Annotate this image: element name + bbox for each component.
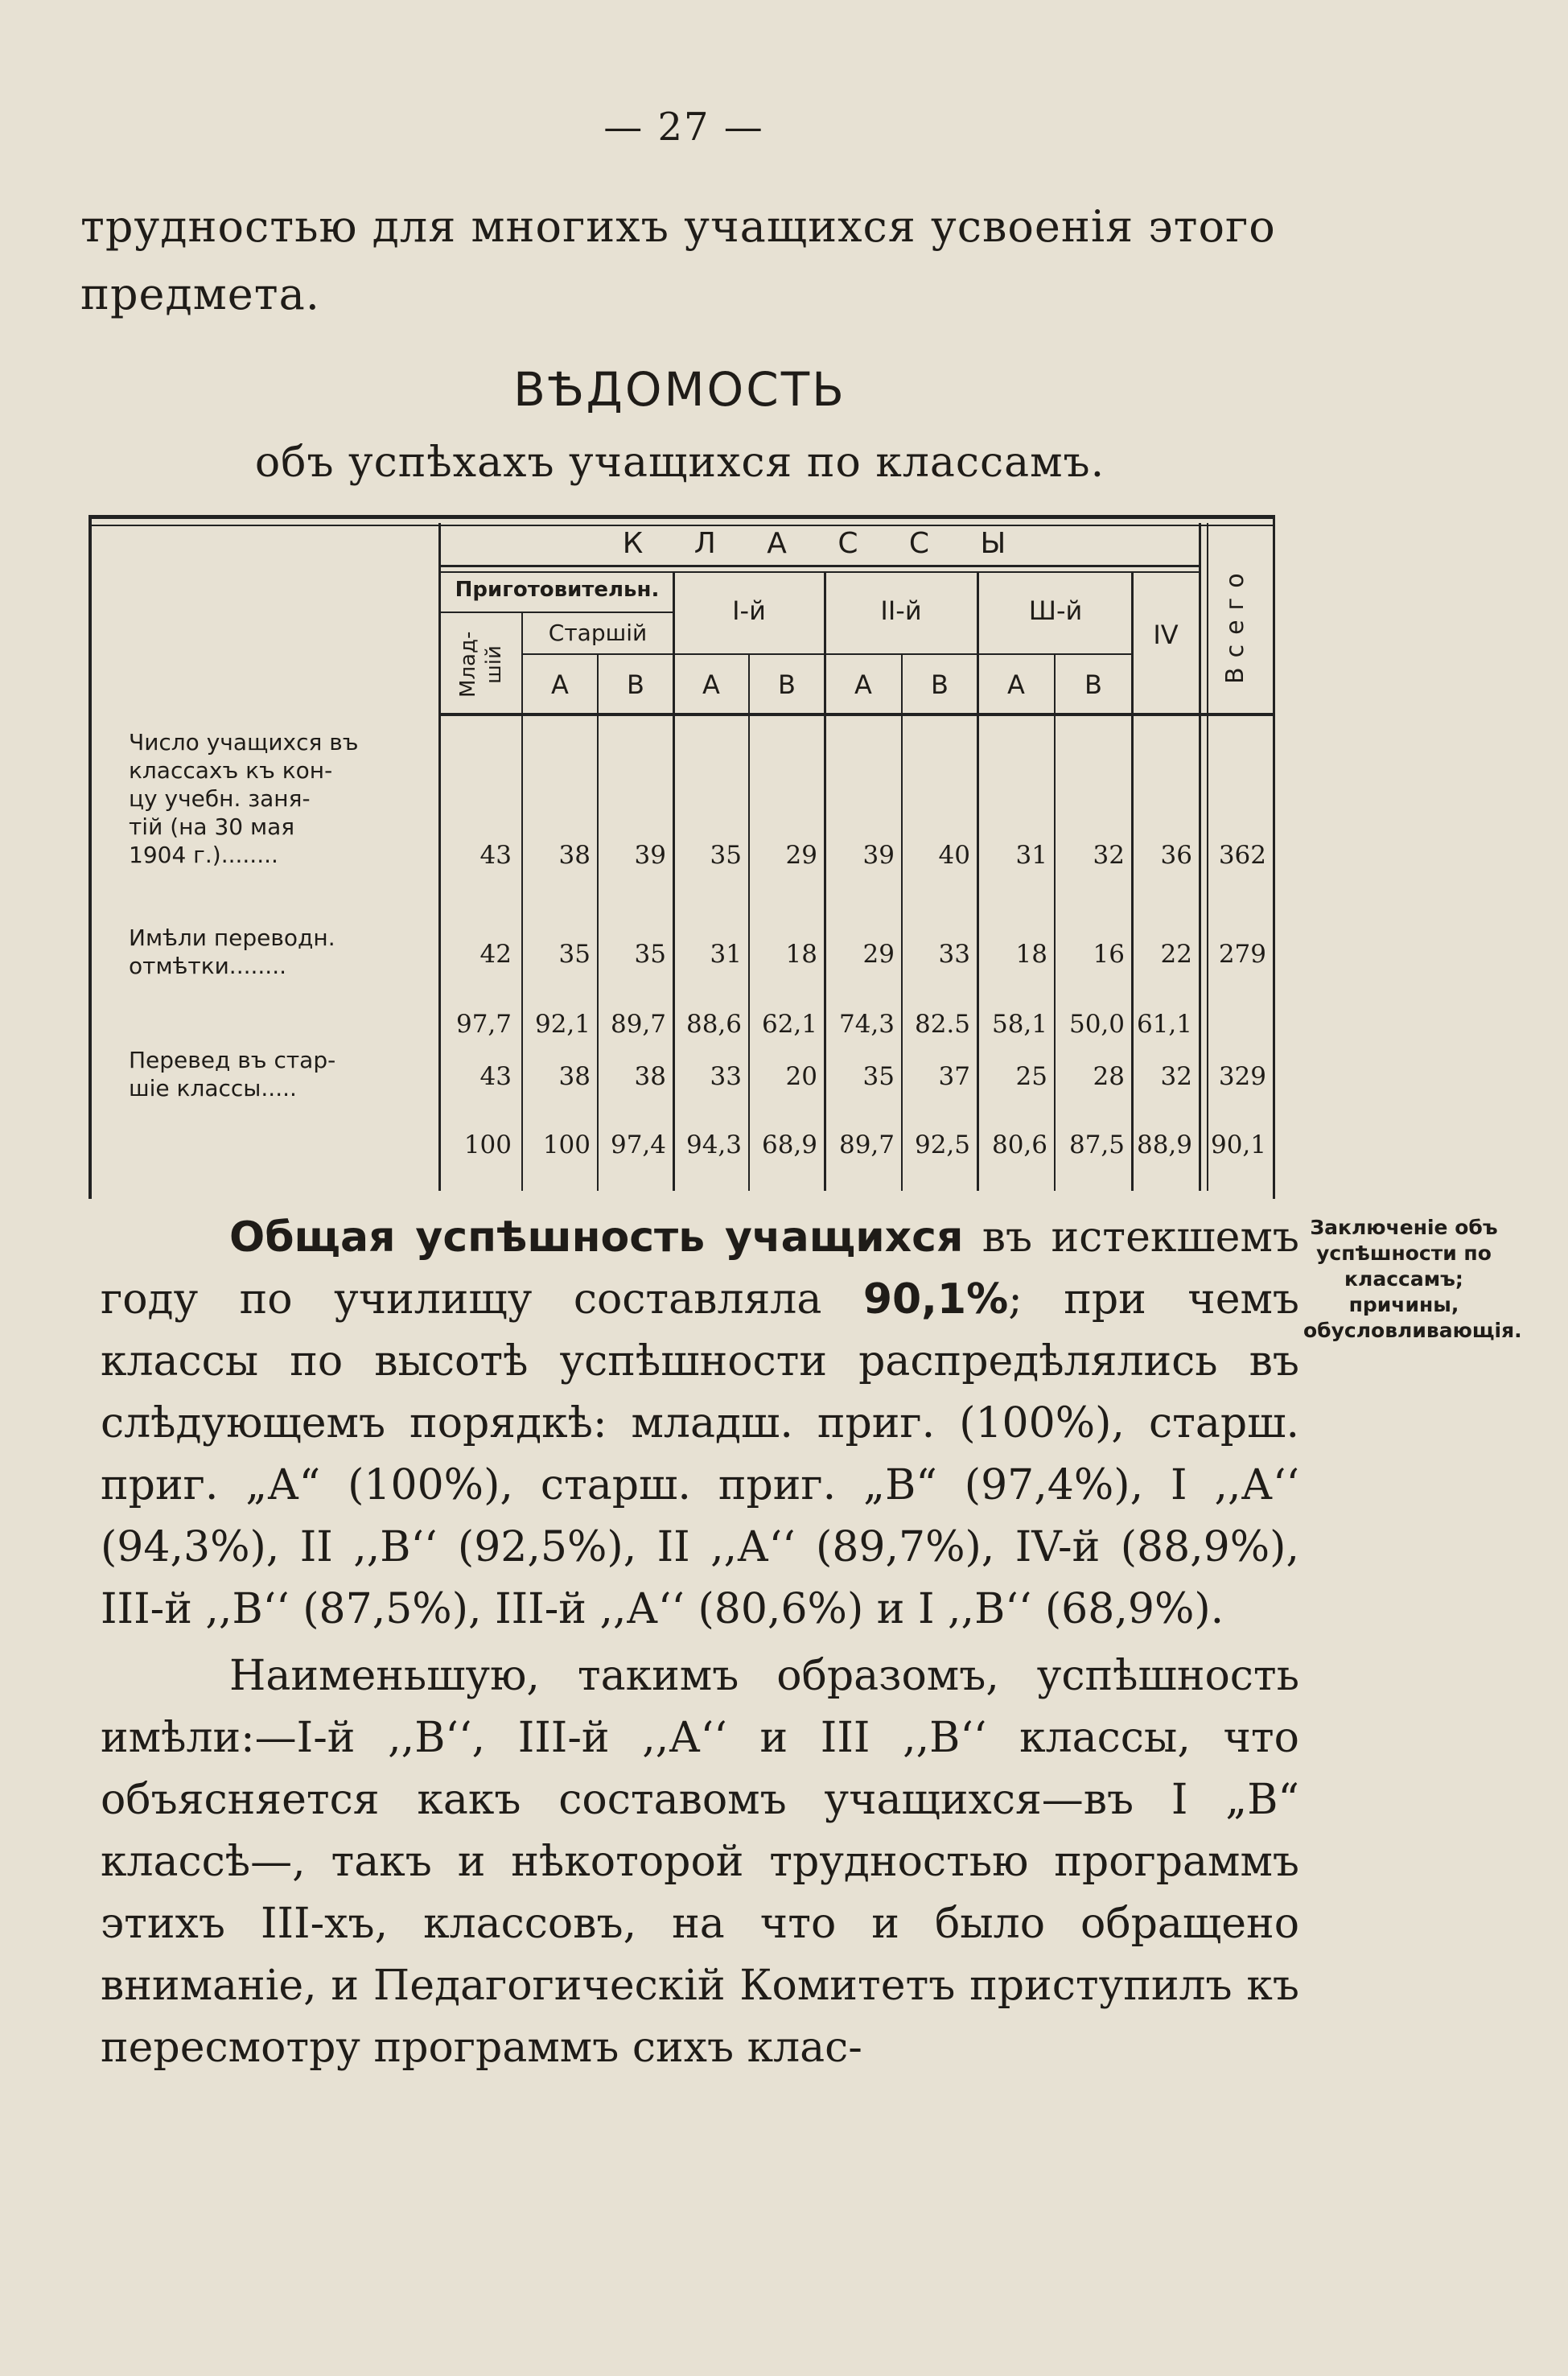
table-cell: 33: [710, 1062, 742, 1091]
table-cell: 16: [1093, 940, 1125, 969]
table-cell: 58,1: [991, 1010, 1047, 1039]
table-cell: 22: [1160, 940, 1192, 969]
table-cell: 39: [862, 841, 895, 870]
paragraph-text: въ истекшемъ году по училищу составляла: [101, 1213, 1299, 1324]
table-cell: 25: [1015, 1062, 1047, 1091]
classes-header: К Л А С С Ы: [622, 527, 1027, 560]
col-divider: [748, 655, 750, 1191]
table-right-border: [1273, 515, 1275, 1199]
table-cell: 38: [634, 1062, 666, 1091]
table-cell: 80,6: [991, 1130, 1047, 1159]
table-cell: 50,0: [1068, 1010, 1125, 1039]
col-divider: [977, 573, 979, 1191]
class-iv-header: IV: [1153, 620, 1179, 650]
classes-right-divider: [1199, 523, 1201, 1191]
col-divider: [1131, 573, 1134, 1191]
col-divider: [597, 655, 599, 1191]
table-cell: 74,3: [838, 1010, 895, 1039]
table-cell: 35: [634, 940, 666, 969]
table-cell: 279: [1218, 940, 1266, 969]
table-cell: 61,1: [1136, 1010, 1192, 1039]
table-cell: 35: [710, 841, 742, 870]
table-cell: 43: [479, 841, 512, 870]
table-cell: 36: [1160, 841, 1192, 870]
table-cell: 97,4: [610, 1130, 666, 1159]
junior-header: Млад-шій: [456, 631, 506, 698]
table-cell: 29: [785, 841, 817, 870]
table-cell: 31: [1015, 841, 1047, 870]
table-cell: 94,3: [685, 1130, 742, 1159]
table-cell: 28: [1093, 1062, 1125, 1091]
table-cell: 20: [785, 1062, 817, 1091]
class-iii-header: Ш-й: [1028, 595, 1083, 626]
sub-header-b: В: [931, 669, 949, 700]
table-cell: 89,7: [838, 1130, 895, 1159]
bold-lead: Общая успѣшность учащихся: [229, 1213, 964, 1262]
table-cell: 37: [938, 1062, 970, 1091]
table-cell: 68,9: [761, 1130, 817, 1159]
total-header: Всего: [1221, 563, 1249, 684]
col-divider: [1054, 655, 1056, 1191]
header-bottom-rule: [441, 713, 1273, 716]
table-cell: 38: [558, 1062, 591, 1091]
row-label-line: Имѣли переводн.: [129, 924, 335, 951]
row-label-line: отмѣтки........: [129, 953, 286, 979]
table-cell: 35: [558, 940, 591, 969]
row-label-students: [129, 728, 430, 869]
sub-header-b: В: [627, 669, 644, 700]
class-ii-header: II-й: [880, 595, 922, 626]
prep-header-rule: [441, 612, 673, 613]
sub-header-b: В: [778, 669, 796, 700]
classes-header-rule: [441, 565, 1199, 567]
table-left-border: [88, 515, 92, 1199]
table-cell: 362: [1218, 841, 1266, 870]
sub-header-a: А: [702, 669, 720, 700]
table-cell: 42: [479, 940, 512, 969]
sub-header-a: А: [1007, 669, 1025, 700]
intro-text: [80, 193, 1287, 328]
col-divider: [901, 655, 903, 1191]
table-cell: 88,6: [685, 1010, 742, 1039]
row-label-line: классахъ къ кон-: [129, 757, 333, 784]
margin-note: Заключеніе объ успѣшности по классамъ; причины, обусловливающія.: [1303, 1216, 1522, 1342]
table-cell: 33: [938, 940, 970, 969]
bold-percent: 90,1%: [862, 1275, 1009, 1324]
intro-line: трудностью для многихъ учащихся усвоенія этого: [80, 201, 1276, 252]
row-label-line: 1904 г.)........: [129, 842, 278, 868]
table-cell: 82.5: [914, 1010, 970, 1039]
row-label-line: тій (на 30 мая: [129, 813, 295, 840]
paragraph-lowest: Наименьшую, такимъ образомъ, успѣшность имѣли:—I-й ,,В‘‘, III-й ,,А‘‘ и III ,,В‘‘ классы, что объясняется какъ составомъ учащихся—въ I „В“ классѣ—, такъ и нѣкоторой трудностью программъ этихъ III-хъ, классовъ, на что и было обращено вниманіе, и Педагогическій Комитетъ приступилъ къ пересмотру программъ сихъ клас-: [101, 1652, 1299, 2072]
row-label-line: цу учебн. заня-: [129, 785, 311, 812]
prep-header: Приготовительн.: [455, 578, 660, 602]
table-cell: 97,7: [455, 1010, 512, 1039]
table-cell: 62,1: [761, 1010, 817, 1039]
class-i-header: I-й: [732, 595, 766, 626]
table-top-border-thin: [88, 525, 1275, 526]
table-cell: 92,1: [534, 1010, 591, 1039]
intro-line: предмета.: [80, 269, 320, 319]
row-label-promoted: [129, 1046, 430, 1102]
sub-header-b: В: [1084, 669, 1102, 700]
table-subtitle: объ успѣхахъ учащихся по классамъ.: [254, 439, 1105, 487]
table-title: ВѢДОМОСТЬ: [513, 362, 846, 417]
row-label-line: Число учащихся въ: [129, 729, 359, 756]
classes-header-rule-2: [441, 571, 1199, 573]
sub-header-a: А: [854, 669, 872, 700]
row-label-line: Перевед въ стар-: [129, 1047, 336, 1073]
table-cell: 18: [785, 940, 817, 969]
table-cell: 329: [1218, 1062, 1266, 1091]
table-top-border: [88, 515, 1275, 519]
table-cell: 100: [463, 1130, 512, 1159]
table-cell: 35: [862, 1062, 895, 1091]
sub-header-rule: [673, 653, 1133, 655]
col-divider: [824, 573, 826, 1191]
table-cell: 87,5: [1068, 1130, 1125, 1159]
table-cell: 43: [479, 1062, 512, 1091]
body-text: [101, 1207, 1299, 2079]
table-cell: 31: [710, 940, 742, 969]
table-cell: 38: [558, 841, 591, 870]
table-cell: 89,7: [610, 1010, 666, 1039]
row-label-line: шіе классы.....: [129, 1075, 297, 1102]
table-cell: 100: [542, 1130, 591, 1159]
row-label-transfer-marks: [129, 924, 430, 980]
table-cell: 32: [1093, 841, 1125, 870]
table-cell: 90,1: [1210, 1130, 1266, 1159]
paragraph-text: ; при чемъ классы по высотѣ успѣшности распредѣлялись въ слѣдующемъ порядкѣ: младш. приг. (100%), старш. приг. „А“ (100%), старш. приг. „В“ (97,4%), I ,,А‘‘ (94,3%), II ,,В‘‘ (92,5%), II ,,А‘‘ (89,7%), IV-й (88,9%), III-й ,,В‘‘ (87,5%), III-й ,,А‘‘ (80,6%) и I ,,В‘‘ (68,9%).: [101, 1275, 1299, 1633]
paragraph-success: [101, 1207, 1299, 1641]
table-cell: 88,9: [1136, 1130, 1192, 1159]
table-cell: 29: [862, 940, 895, 969]
table-cell: 92,5: [914, 1130, 970, 1159]
senior-header: Старшій: [548, 620, 648, 646]
table-cell: 32: [1160, 1062, 1192, 1091]
col-divider: [673, 573, 675, 1191]
table-cell: 40: [938, 841, 970, 870]
table-cell: 18: [1015, 940, 1047, 969]
table-cell: 39: [634, 841, 666, 870]
page-number: — 27 —: [603, 105, 764, 150]
sub-header-a: А: [551, 669, 569, 700]
